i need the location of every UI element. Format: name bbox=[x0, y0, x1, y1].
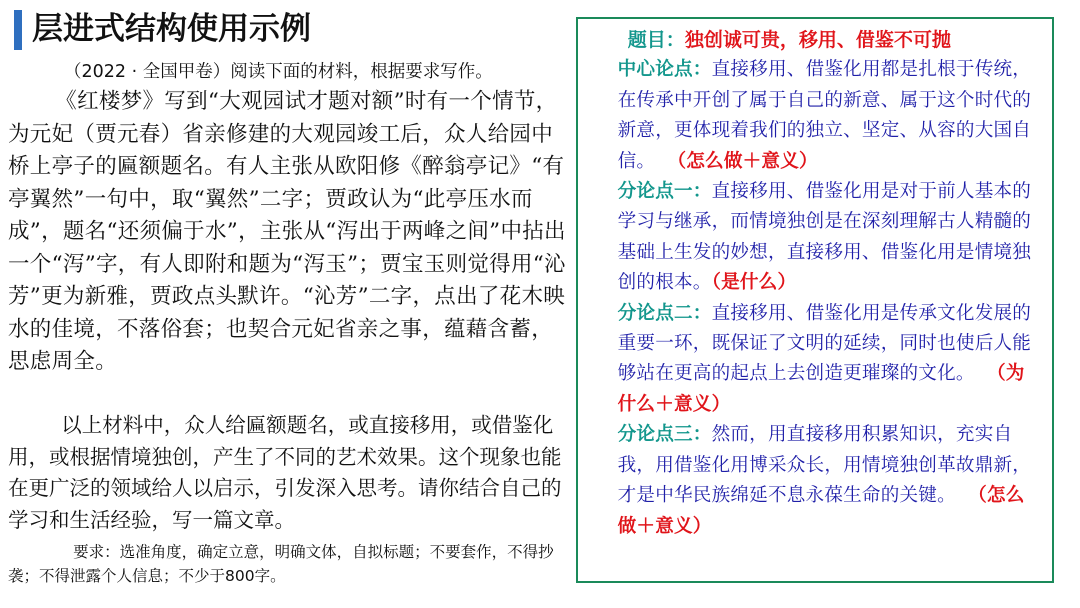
page-title: 层进式结构使用示例 bbox=[32, 11, 311, 47]
topic-line bbox=[586, 25, 1042, 55]
exam-material-column bbox=[4, 58, 570, 598]
material-passage bbox=[8, 86, 570, 379]
point2-block bbox=[586, 299, 1042, 421]
point3-text: 然而，用直接移用积累知识，充实自我，用借鉴化用博采众长，用情境独创革故鼎新，才是中华民族绵延不息永葆生命的关键。 bbox=[617, 424, 1032, 507]
material-text: 《红楼梦》写到“大观园试才题对额”时有一个情节，为元妃（贾元春）省亲修建的大观园竣工后，众人给园中桥上亭子的匾额题名。有人主张从欧阳修《醉翁亭记》“有亭翼然”一句中，取“翼然”二字；贾政认为“此亭压水而成”，题名“还须偏于水”，主张从“泻出于两峰之间”中拈出一个“泻”字，有人即附和题为“泻玉”；贾宝玉则觉得用“沁芳”更为新雅，贾政点头默许。“沁芳”二字，点出了花木映水的佳境，不落俗套；也契合元妃省亲之事，蕴藉含蓄，思虑周全。 bbox=[8, 89, 566, 374]
title-accent-bar bbox=[14, 10, 22, 50]
exam-prompt: （2022 · 全国甲卷）阅读下面的材料，根据要求写作。 bbox=[64, 62, 493, 82]
point1-text: 直接移用、借鉴化用是对于前人基本的学习与继承，而情境独创是在深刻理解古人精髓的基础上生发的妙想，直接移用、借鉴化用是情境独创的根本。 bbox=[617, 181, 1032, 294]
thesis-text: 直接移用、借鉴化用都是扎根于传统，在传承中开创了属于自己的新意、属于这个时代的新意，更体现着我们的独立、坚定、从容的大国自信。 bbox=[617, 59, 1032, 172]
point1-label: 分论点一： bbox=[617, 181, 712, 203]
topic-label: 题目： bbox=[627, 29, 685, 51]
outline-box bbox=[576, 17, 1054, 583]
point3-label: 分论点三： bbox=[617, 424, 712, 446]
point2-text: 直接移用、借鉴化用是传承文化发展的重要一环，既保证了文明的延续，同时也使后人能够站在更高的起点上去创造更璀璨的文化。 bbox=[617, 302, 1032, 385]
thesis-tag: （怎么做＋意义） bbox=[667, 150, 818, 172]
point2-tag: （为什么＋意义） bbox=[617, 363, 1025, 415]
thesis-label: 中心论点： bbox=[617, 59, 712, 81]
point1-tag: （是什么） bbox=[711, 272, 797, 294]
point3-tag: （怎么做＋意义） bbox=[617, 485, 1025, 537]
writing-requirements bbox=[8, 540, 570, 588]
requirements-text: 要求：选准角度，确定立意，明确文体，自拟标题；不要套作，不得抄袭；不得泄露个人信息；不少于800字。 bbox=[8, 543, 554, 585]
point3-block bbox=[586, 420, 1042, 542]
writing-task-text: 以上材料中，众人给匾额题名，或直接移用，或借鉴化用，或根据情境独创，产生了不同的艺术效果。这个现象也能在更广泛的领域给人以启示，引发深入思考。请你结合自己的学习和生活经验，写一篇文章。 bbox=[8, 413, 562, 532]
thesis-block bbox=[586, 55, 1042, 177]
point1-block bbox=[586, 177, 1042, 299]
point2-label: 分论点二： bbox=[617, 302, 712, 324]
writing-task bbox=[8, 410, 570, 536]
topic-text: 独创诚可贵，移用、借鉴不可抛 bbox=[684, 29, 951, 51]
